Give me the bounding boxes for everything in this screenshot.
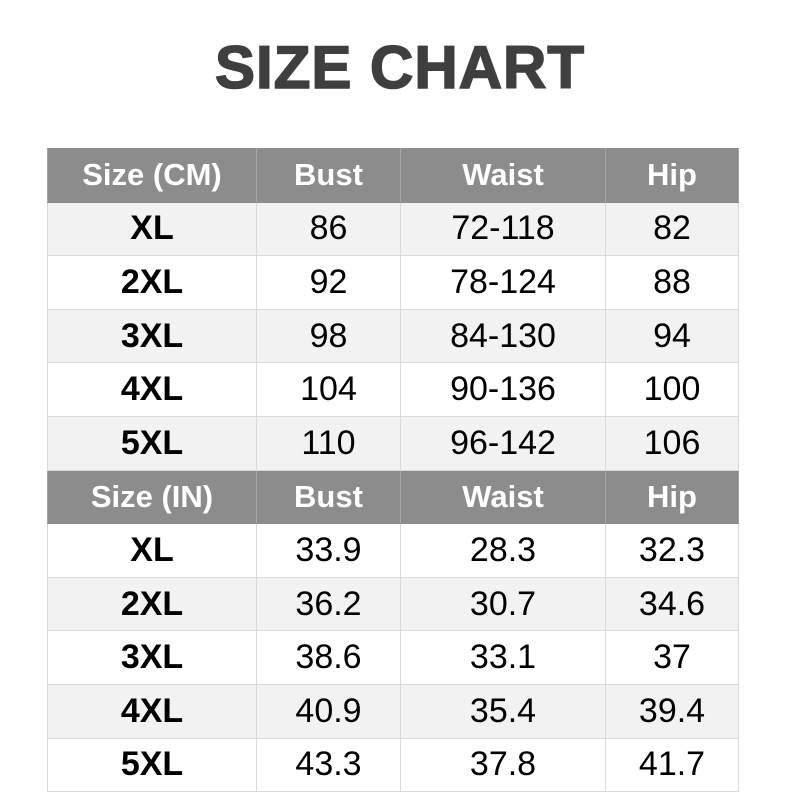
waist-cell: 72-118 — [401, 202, 606, 256]
bust-cell: 40.9 — [257, 684, 401, 738]
hip-cell: 32.3 — [606, 524, 739, 578]
table-row — [48, 524, 739, 578]
size-cell: 3XL — [48, 309, 257, 363]
bust-cell: 104 — [257, 363, 401, 417]
column-header-hip: Hip — [606, 470, 739, 524]
bust-cell: 43.3 — [257, 738, 401, 792]
hip-cell: 37 — [606, 631, 739, 685]
column-header-waist: Waist — [401, 470, 606, 524]
waist-cell: 30.7 — [401, 577, 606, 631]
table-row — [48, 309, 739, 363]
size-cell: XL — [48, 524, 257, 578]
bust-cell: 36.2 — [257, 577, 401, 631]
bust-cell: 33.9 — [257, 524, 401, 578]
hip-cell: 94 — [606, 309, 739, 363]
waist-cell: 28.3 — [401, 524, 606, 578]
hip-cell: 106 — [606, 416, 739, 470]
waist-cell: 78-124 — [401, 256, 606, 310]
size-cell: 4XL — [48, 363, 257, 417]
bust-cell: 86 — [257, 202, 401, 256]
size-cell: 2XL — [48, 577, 257, 631]
table-row — [48, 416, 739, 470]
hip-cell: 39.4 — [606, 684, 739, 738]
page-title: SIZE CHART — [215, 34, 585, 101]
header-row-in — [48, 470, 739, 524]
column-header-bust: Bust — [257, 470, 401, 524]
column-header-waist: Waist — [401, 149, 606, 203]
size-cell: XL — [48, 202, 257, 256]
hip-cell: 82 — [606, 202, 739, 256]
bust-cell: 98 — [257, 309, 401, 363]
header-row-cm — [48, 149, 739, 203]
size-cell: 5XL — [48, 738, 257, 792]
column-header-size-in: Size (IN) — [48, 470, 257, 524]
size-cell: 2XL — [48, 256, 257, 310]
bust-cell: 110 — [257, 416, 401, 470]
hip-cell: 34.6 — [606, 577, 739, 631]
waist-cell: 84-130 — [401, 309, 606, 363]
size-cell: 5XL — [48, 416, 257, 470]
waist-cell: 35.4 — [401, 684, 606, 738]
table-row — [48, 577, 739, 631]
table-row — [48, 684, 739, 738]
waist-cell: 90-136 — [401, 363, 606, 417]
table-row — [48, 202, 739, 256]
bust-cell: 92 — [257, 256, 401, 310]
waist-cell: 33.1 — [401, 631, 606, 685]
hip-cell: 41.7 — [606, 738, 739, 792]
hip-cell: 88 — [606, 256, 739, 310]
table-row — [48, 738, 739, 792]
size-cell: 4XL — [48, 684, 257, 738]
size-chart-table — [47, 148, 739, 792]
table-row — [48, 256, 739, 310]
waist-cell: 96-142 — [401, 416, 606, 470]
bust-cell: 38.6 — [257, 631, 401, 685]
size-cell: 3XL — [48, 631, 257, 685]
column-header-hip: Hip — [606, 149, 739, 203]
table-row — [48, 631, 739, 685]
table-row — [48, 363, 739, 417]
hip-cell: 100 — [606, 363, 739, 417]
column-header-bust: Bust — [257, 149, 401, 203]
column-header-size-cm: Size (CM) — [48, 149, 257, 203]
waist-cell: 37.8 — [401, 738, 606, 792]
